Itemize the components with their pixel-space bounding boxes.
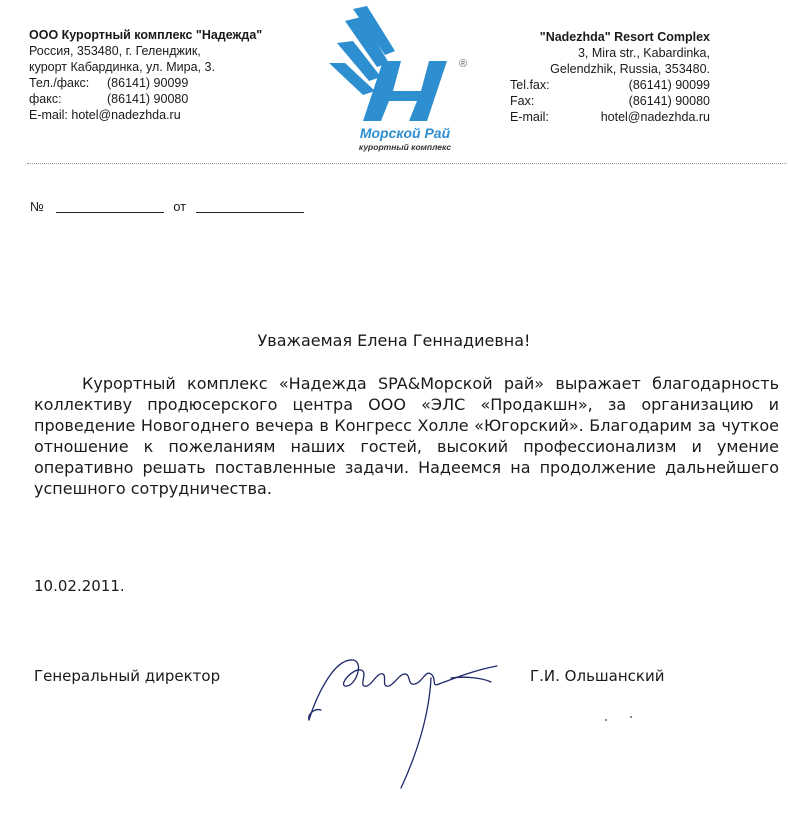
letter-paragraph: Курортный комплекс «Надежда SPA&Морской рай» выражает благодарность коллективу продюсерского центра ООО «ЭЛС «Продакшн», за организацию и проведение Новогоднего вечера в Конгресс Холле «Югорский». Благодарим за чуткое отношение к пожеланиям наших гостей, высокий профессионализм и умение оперативно решать поставленные задачи. Надеемся на продолжение дальнейшего успешного сотрудничества. [34,374,779,498]
reference-line [30,199,304,214]
signature-strokes [295,648,520,796]
address-line-1-ru: Россия, 353480, г. Геленджик, [29,44,201,58]
greeting: Уважаемая Елена Геннадиевна! [257,331,531,350]
number-blank [56,212,164,213]
scan-speck [605,719,607,721]
tel-row-en [510,77,710,93]
company-logo [325,3,485,153]
signatory-name: Г.И. Ольшанский [530,667,665,685]
logo-mark [325,3,485,153]
email-label-en: E-mail: [510,110,549,124]
letter-body [34,373,779,499]
tel-value-en: (86141) 90099 [628,78,710,92]
tel-value-ru: (86141) 90099 [107,76,189,90]
handwritten-signature [295,648,520,796]
header-right [510,29,710,125]
date-blank [196,212,304,213]
fax-value-en: (86141) 90080 [628,94,710,108]
header-left [29,27,319,123]
signature-tail [401,678,431,788]
logo-letter-h [363,61,447,121]
tel-label-en: Tel.fax: [510,78,550,92]
fax-row-ru [29,91,319,107]
logo-name: Морской Рай [359,125,451,141]
number-label: № [30,199,44,214]
address-line-2-en: Gelendzhik, Russia, 353480. [550,62,710,76]
company-name-en: "Nadezhda" Resort Complex [539,30,710,44]
scan-speck [630,716,632,718]
signature-flourish-2 [451,677,491,682]
letter-date: 10.02.2011. [34,577,125,595]
address-line-2-ru: курорт Кабардинка, ул. Мира, 3. [29,60,215,74]
address-line-1-en: 3, Mira str., Kabardinka, [577,46,710,60]
fax-label-ru: факс: [29,92,62,106]
signature-main-stroke [309,660,439,720]
date-label: от [173,199,187,214]
tel-label-ru: Тел./факс: [29,76,90,90]
email-row-en [510,109,710,125]
registered-mark: ® [459,58,468,70]
header-separator [27,163,787,164]
email-value-en: hotel@nadezhda.ru [600,110,710,124]
signatory-title: Генеральный директор [34,667,221,685]
email-ru: E-mail: hotel@nadezhda.ru [29,108,181,122]
fax-row-en [510,93,710,109]
fax-label-en: Fax: [510,94,535,108]
fax-value-ru: (86141) 90080 [107,92,189,106]
logo-tagline: курортный комплекс [358,142,452,152]
tel-row-ru [29,75,319,91]
company-name-ru: ООО Курортный комплекс "Надежда" [29,28,263,42]
